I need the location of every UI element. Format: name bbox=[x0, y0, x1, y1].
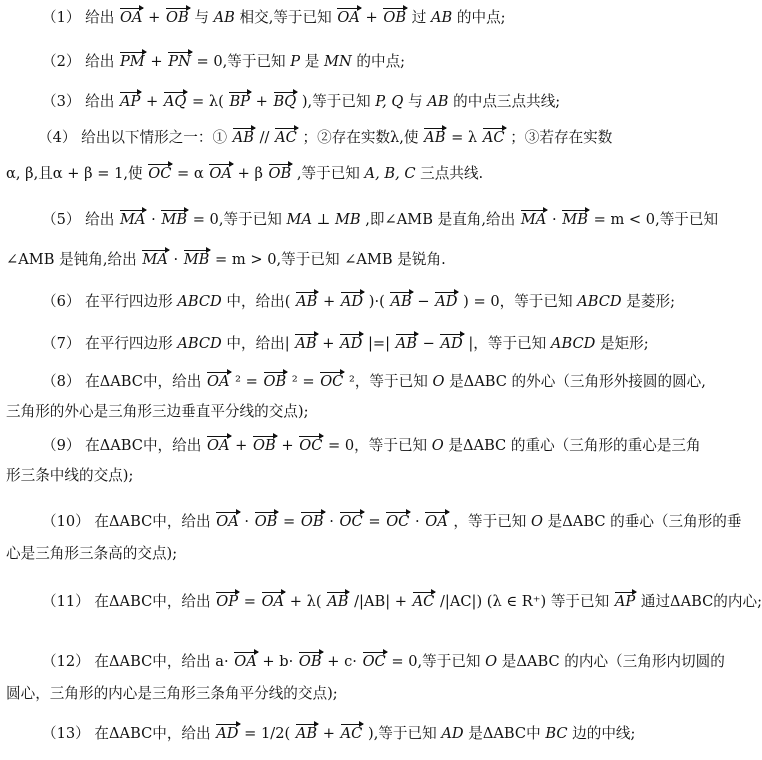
item-11: （11） 在ΔABC中，给出 OP = OA + λ( AB /|AB| + AC /|AC|) (λ ∈ R⁺) 等于已知 AP 通过ΔABC的内心; bbox=[42, 593, 762, 610]
item-8-cont: 三角形的外心是三角形三边垂直平分线的交点); bbox=[6, 403, 309, 420]
item-4-cont: α, β,且α + β = 1,使 OC = α OA + β OB ,等于已知 A, B, C 三点共线. bbox=[6, 165, 484, 182]
item-7: （7） 在平行四边形 ABCD 中，给出| AB + AD |=| AB − AD |，等于已知 ABCD 是矩形; bbox=[42, 335, 649, 352]
item-3: （3） 给出 AP + AQ = λ( BP + BQ ),等于已知 P, Q 与 AB 的中点三点共线; bbox=[42, 93, 561, 110]
item-1: （1） 给出 OA + OB 与 AB 相交,等于已知 OA + OB 过 AB 的中点; bbox=[42, 9, 506, 26]
item-4: （4） 给出以下情形之一：① AB // AC ；②存在实数λ,使 AB = λ AC ；③若存在实数 bbox=[38, 129, 613, 146]
item-9-cont: 形三条中线的交点); bbox=[6, 467, 134, 484]
item-12: （12） 在ΔABC中，给出 a· OA + b· OB + c· OC = 0,等于已知 O 是ΔABC 的内心（三角形内切圆的 bbox=[42, 653, 725, 670]
item-8: （8） 在ΔABC中，给出 OA ² = OB ² = OC ²，等于已知 O 是ΔABC 的外心（三角形外接圆的圆心, bbox=[42, 373, 706, 390]
item-13: （13） 在ΔABC中，给出 AD = 1/2( AB + AC ),等于已知 AD 是ΔABC中 BC 边的中线; bbox=[42, 725, 636, 742]
item-2: （2） 给出 PM + PN = 0,等于已知 P 是 MN 的中点; bbox=[42, 53, 406, 70]
item-10-cont: 心是三角形三条高的交点); bbox=[6, 545, 178, 562]
item-12-cont: 圆心，三角形的内心是三角形三条角平分线的交点); bbox=[6, 685, 338, 702]
item-5-cont: ∠AMB 是钝角,给出 MA · MB = m > 0,等于已知 ∠AMB 是锐角. bbox=[6, 251, 446, 268]
item-9: （9） 在ΔABC中，给出 OA + OB + OC = 0，等于已知 O 是ΔABC 的重心（三角形的重心是三角 bbox=[42, 437, 701, 454]
item-6: （6） 在平行四边形 ABCD 中，给出( AB + AD )·( AB − AD ) = 0，等于已知 ABCD 是菱形; bbox=[42, 293, 675, 310]
item-5: （5） 给出 MA · MB = 0,等于已知 MA ⊥ MB ,即∠AMB 是直角,给出 MA · MB = m < 0,等于已知 bbox=[42, 211, 719, 228]
item-10: （10） 在ΔABC中，给出 OA · OB = OB · OC = OC · OA ，等于已知 O 是ΔABC 的垂心（三角形的垂 bbox=[42, 513, 742, 530]
